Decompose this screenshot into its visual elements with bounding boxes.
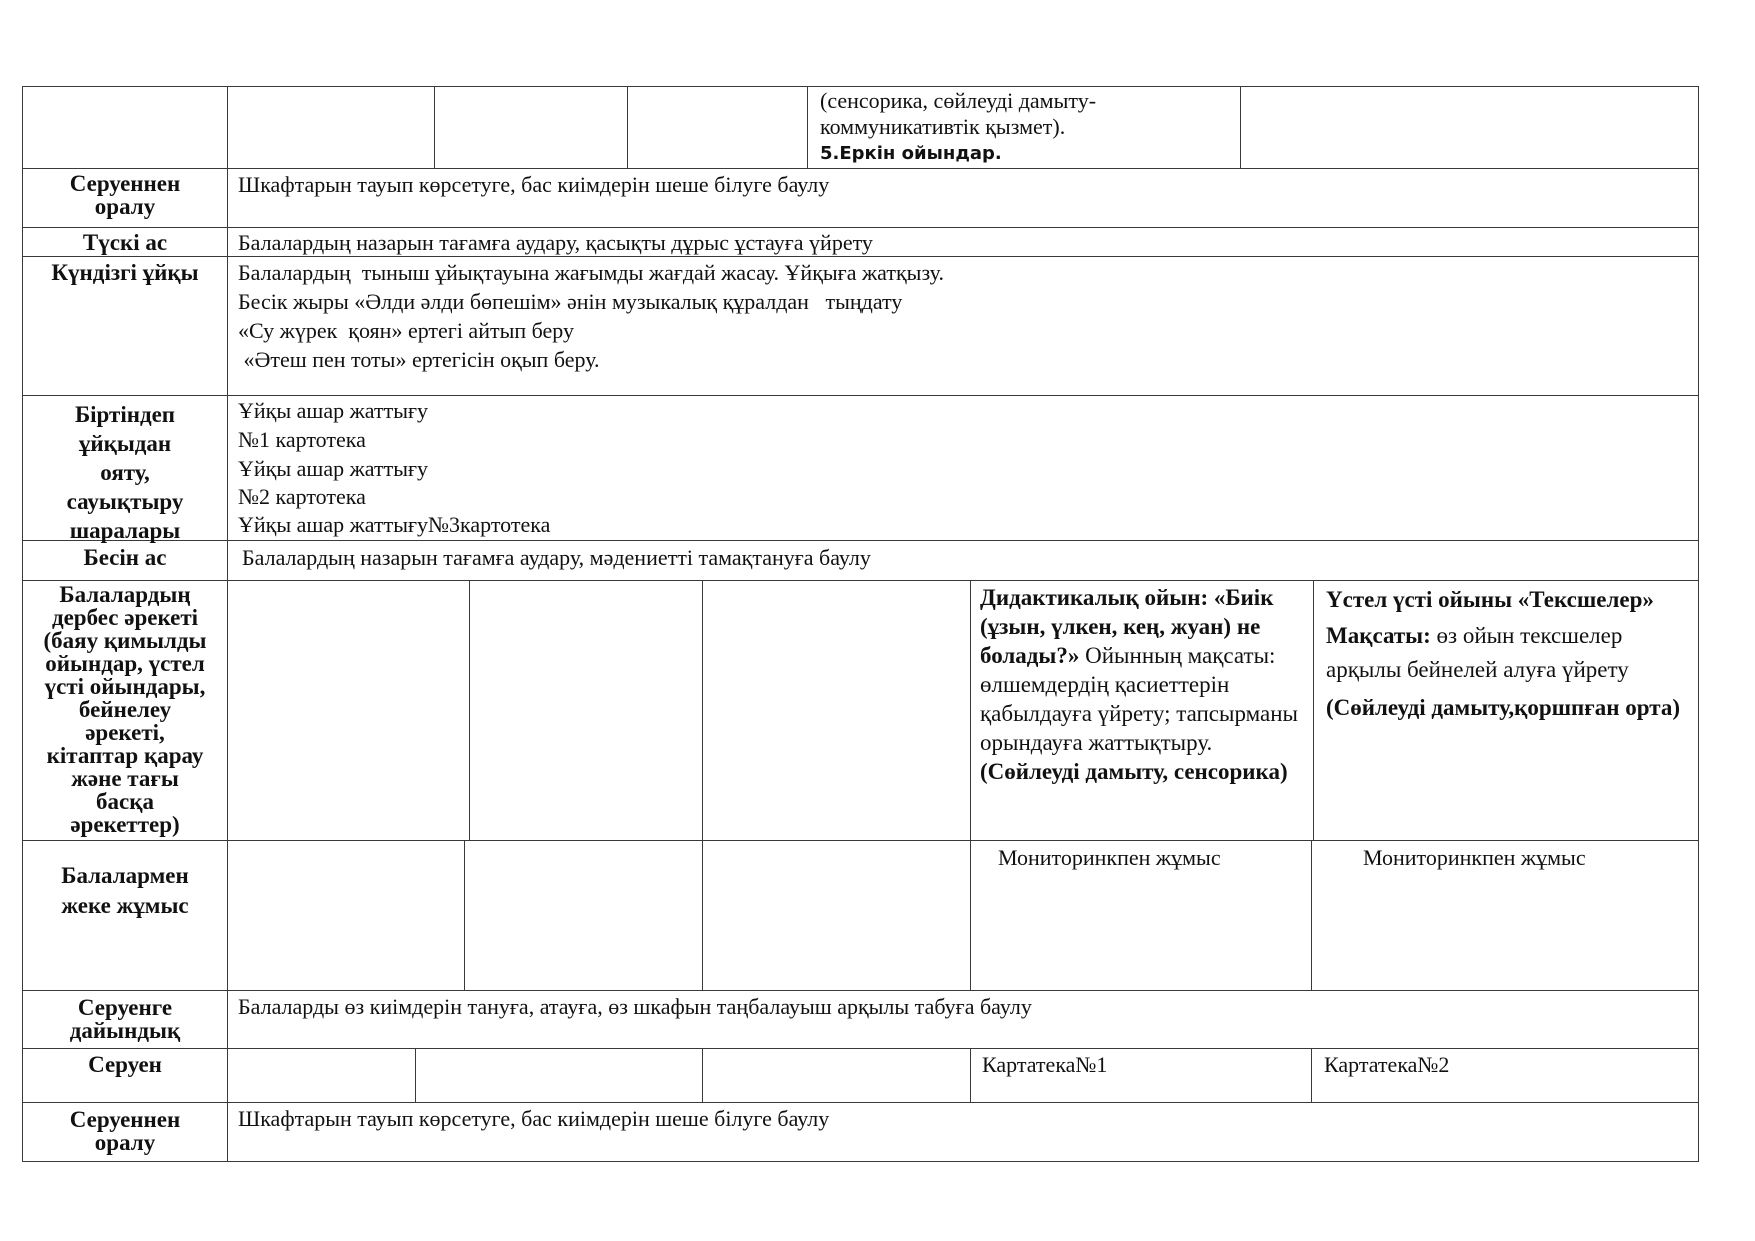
top-row-line-1: (сенсорика, сөйлеуді дамыту- bbox=[820, 88, 1097, 113]
wakeup-line-1: Ұйқы ашар жаттығу bbox=[238, 398, 429, 423]
walk-prep-text: Балаларды өз киімдерін тануға, атауға, өз шкафын таңбалауыш арқылы табуға баулу bbox=[238, 994, 1032, 1019]
row-label-snack: Бесін ас bbox=[83, 545, 167, 570]
independent-cell-didactic-game bbox=[980, 583, 1306, 786]
row-label-wakeup: Біртіндеп ұйқыдан ояту, сауықтыру шаралары bbox=[66, 402, 184, 543]
didactic-game-note: (Сөйлеуді дамыту, сенсорика) bbox=[980, 759, 1288, 784]
top-row-line-2: коммуникативтік қызмет). bbox=[820, 114, 1066, 139]
table-game-title: Үстел үсті ойыны «Тексшелер» bbox=[1326, 587, 1654, 612]
table-game-note: (Сөйлеуді дамыту,қоршпған орта) bbox=[1326, 695, 1680, 720]
nap-line-4: «Әтеш пен тоты» ертегісін оқып беру. bbox=[238, 347, 600, 372]
return-walk-2-text: Шкафтарын тауып көрсетуге, бас киімдерін шеше білуге баулу bbox=[238, 1106, 830, 1131]
table-game-goal-label: Мақсаты: bbox=[1326, 623, 1431, 648]
top-row-bold-line: 5.Еркін ойындар. bbox=[820, 143, 1002, 164]
table-game-goal-text: өз ойын тексшелер арқылы бейнелей алуға үйрету bbox=[1326, 623, 1629, 682]
row-label-lunch: Түскі ас bbox=[82, 230, 168, 255]
individual-cell-5: Мониторинкпен жұмыс bbox=[1363, 845, 1586, 870]
row-label-independent: Балалардың дербес әрекеті (баяу қимылды ойындар, үстел үсті ойындары, бейнелеу әрекеті, кітаптар қарау және тағы басқа әрекеттер) bbox=[43, 582, 207, 837]
individual-cell-4: Мониторинкпен жұмыс bbox=[998, 845, 1221, 870]
row-label-walk-prep: Серуенге дайындық bbox=[69, 995, 181, 1043]
nap-line-2: Бесік жыры «Әлди әлди бөпешім» әнін музыкалық құралдан тыңдату bbox=[238, 289, 903, 314]
row-label-return-walk-2: Серуеннен оралу bbox=[69, 1107, 181, 1155]
walk-cell-5: Картатека№2 bbox=[1324, 1052, 1450, 1077]
row-label-walk: Серуен bbox=[88, 1052, 162, 1077]
return-walk-1-text: Шкафтарын тауып көрсетуге, бас киімдерін шеше білуге баулу bbox=[238, 172, 830, 197]
independent-cell-table-game bbox=[1326, 583, 1692, 725]
didactic-game-title: Дидактикалық ойын: «Биік (ұзын, үлкен, кең, жуан) не болады?» bbox=[980, 585, 1274, 668]
row-label-return-walk-1: Серуеннен оралу bbox=[69, 171, 181, 219]
wakeup-line-2: №1 картотека bbox=[238, 427, 366, 452]
walk-cell-4: Картатека№1 bbox=[982, 1052, 1108, 1077]
didactic-game-body: Ойынның мақсаты: өлшемдердің қасиеттерін қабылдауға үйрету; тапсырманы орындауға жаттықтыру. bbox=[980, 643, 1298, 755]
wakeup-line-5: Ұйқы ашар жаттығу№3картотека bbox=[238, 512, 551, 537]
nap-line-3: «Су жүрек қоян» ертегі айтып беру bbox=[238, 318, 575, 343]
row-label-individual: Балалармен жеке жұмыс bbox=[61, 863, 189, 918]
wakeup-line-4: №2 картотека bbox=[238, 484, 366, 509]
wakeup-line-3: Ұйқы ашар жаттығу bbox=[238, 456, 429, 481]
snack-text: Балалардың назарын тағамға аудару, мәдениетті тамақтануға баулу bbox=[242, 545, 871, 570]
table-game-goal bbox=[1326, 619, 1692, 687]
row-label-nap: Күндізгі ұйқы bbox=[51, 260, 199, 285]
nap-line-1: Балалардың тыныш ұйықтауына жағымды жағдай жасау. Ұйқыға жатқызу. bbox=[238, 260, 944, 285]
lunch-text: Балалардың назарын тағамға аудару, қасықты дұрыс ұстауға үйрету bbox=[238, 230, 873, 255]
